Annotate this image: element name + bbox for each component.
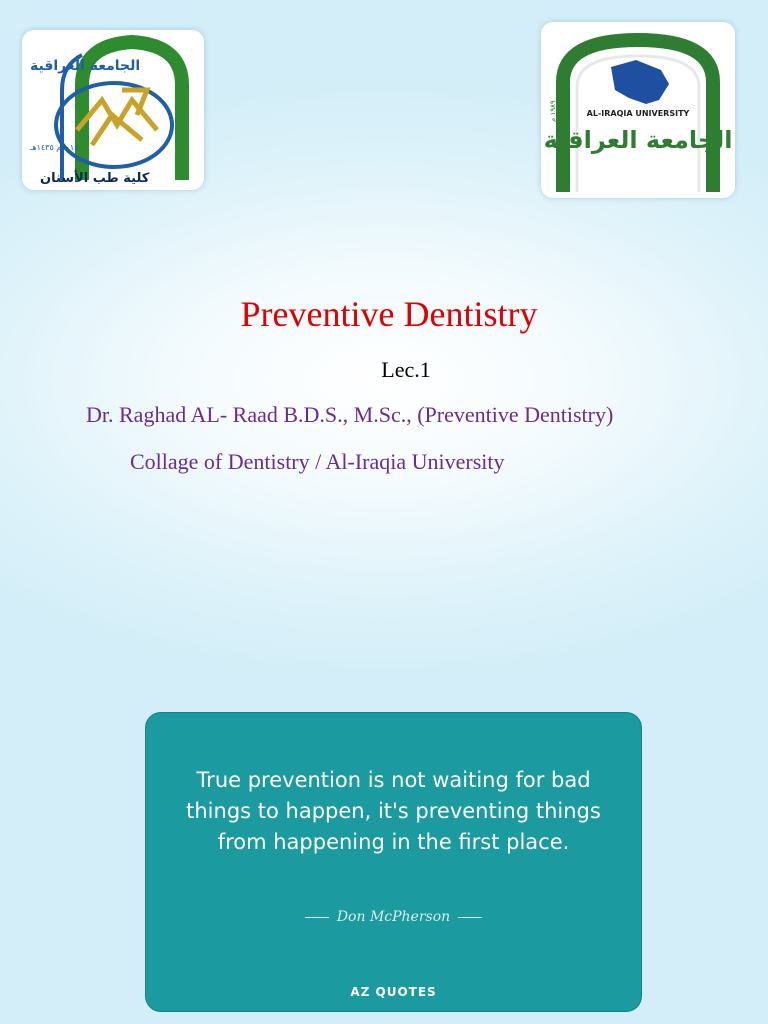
dentistry-college-logo	[22, 30, 204, 190]
right-logo-year: ١٩٨٩ م	[549, 100, 557, 122]
dash-left	[305, 917, 329, 918]
page-title: Preventive Dentistry	[240, 294, 538, 334]
right-logo-arabic: الجامعة العراقية	[543, 126, 733, 154]
quote-card	[145, 712, 642, 1012]
left-logo-arabic-top: الجامعة العراقية	[30, 58, 141, 74]
azquotes-brand: AZ QUOTES	[350, 985, 437, 999]
quote-text: True prevention is not waiting for bad things to happen, it's preventing things from happening in the first place.	[186, 768, 601, 854]
dentistry-college-emblem	[22, 30, 204, 190]
left-logo-year: ٢٠١٤م ١٤٣٥هـ	[30, 143, 79, 152]
left-logo-arabic-bottom: كلية طب الأسنان	[40, 171, 150, 186]
quote-author-line	[146, 909, 641, 925]
iraq-map-icon	[611, 60, 669, 104]
lecture-number: Lec.1	[381, 357, 431, 382]
author-line: Dr. Raghad AL- Raad B.D.S., M.Sc., (Preventive Dentistry)	[86, 402, 614, 427]
college-line: Collage of Dentistry / Al-Iraqia University	[130, 449, 505, 474]
quote-author: Don McPherson	[336, 909, 451, 925]
dash-right	[458, 917, 482, 918]
iraqia-university-emblem	[541, 22, 735, 198]
right-logo-english: AL-IRAQIA UNIVERSITY	[586, 109, 690, 118]
iraqia-university-logo	[541, 22, 735, 198]
